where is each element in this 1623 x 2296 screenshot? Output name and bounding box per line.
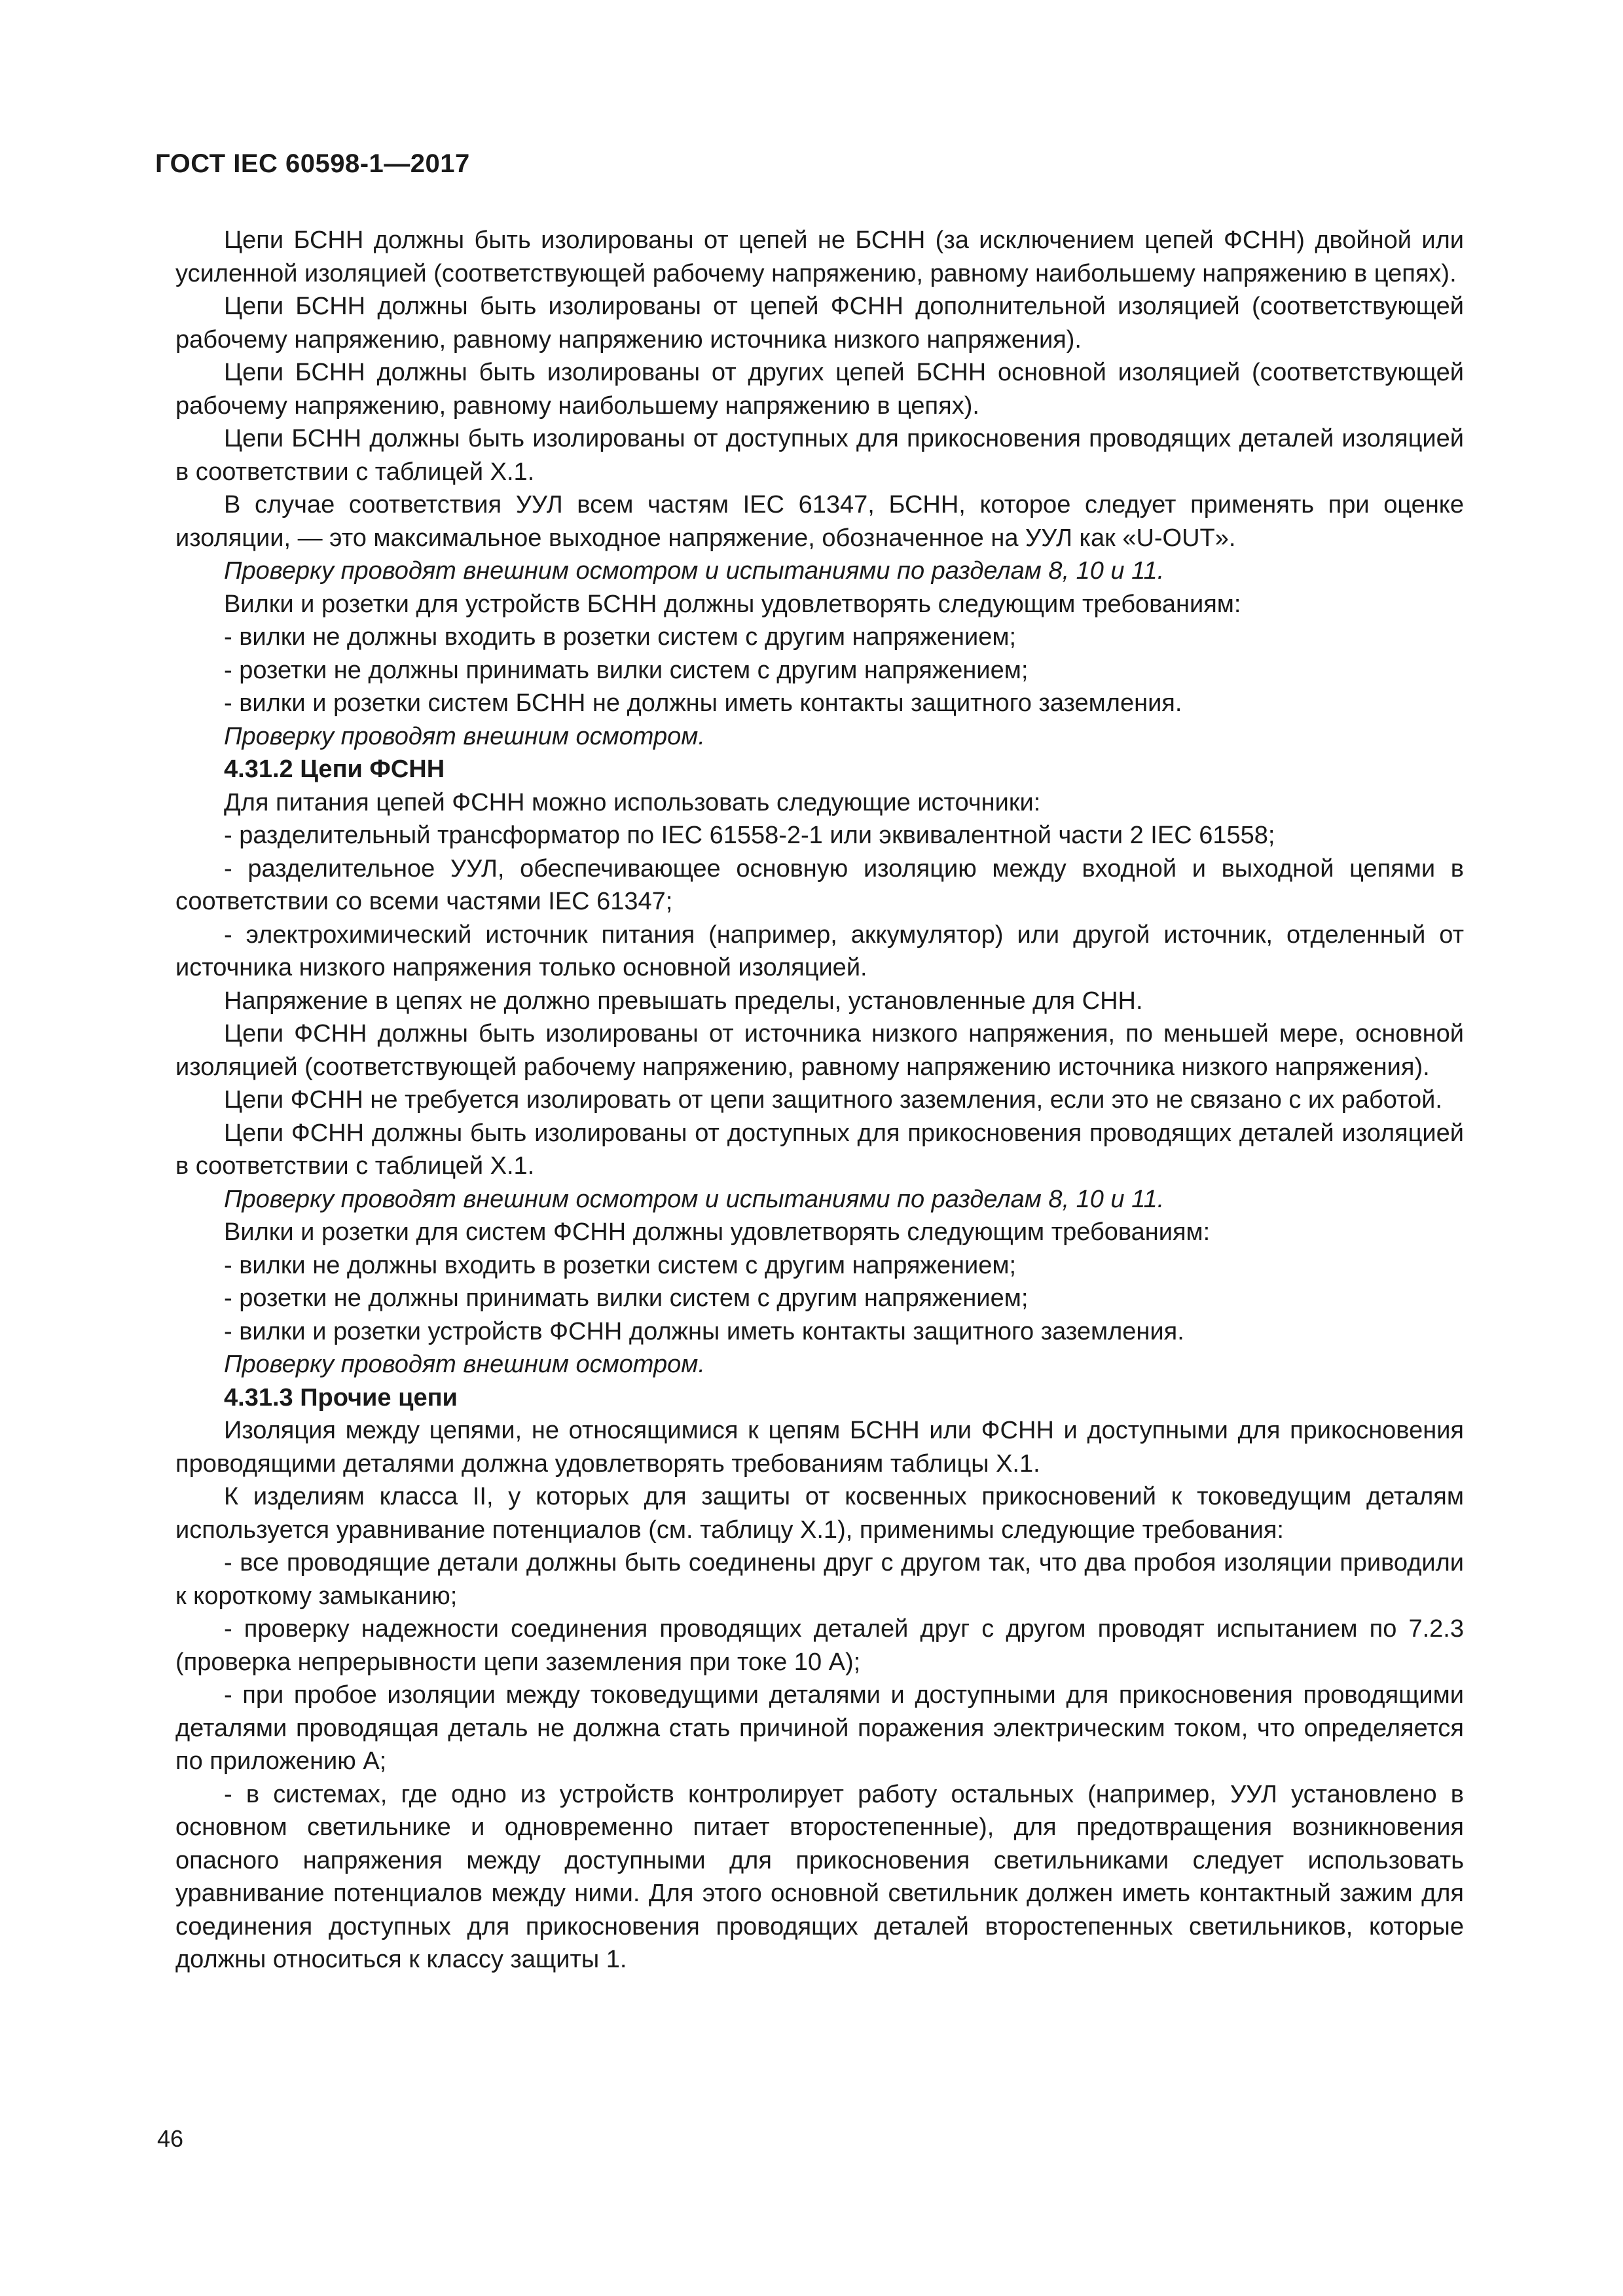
list-item: - проверку надежности соединения проводящих деталей друг с другом проводят испытанием по 7.2.3 (проверка непрерывности цепи заземления при токе 10 А); [175,1615,1464,1676]
list-item: - розетки не должны принимать вилки систем с другим напряжением; [224,1285,1029,1312]
list-item: - вилки и розетки систем БСНН не должны иметь контакты защитного заземления. [224,689,1182,717]
verification-note: Проверку проводят внешним осмотром и испытаниями по разделам 8, 10 и 11. [224,557,1165,585]
document-body [175,224,1464,1977]
paragraph: Цепи БСНН должны быть изолированы от цепей не БСНН (за исключением цепей ФСНН) двойной или усиленной изоляцией (соответствующей рабочему напряжению, равному наибольшему напряжению в цепях). [175,227,1464,287]
paragraph: Изоляция между цепями, не относящимися к цепям БСНН или ФСНН и доступными для прикосновения проводящими деталями должна удовлетворять требованиям таблицы X.1. [175,1417,1464,1478]
list-item: - разделительное УУЛ, обеспечивающее основную изоляцию между входной и выходной цепями в соответствии со всеми частями IEC 61347; [175,854,1464,915]
list-item: - при пробое изоляции между токоведущими деталями и доступными для прикосновения проводящими деталями проводящая деталь не должна стать причиной поражения электрическим током, что определяется по приложению А; [175,1681,1464,1775]
paragraph: Напряжение в цепях не должно превышать пределы, установленные для СНН. [224,987,1143,1015]
paragraph: Вилки и розетки для систем ФСНН должны удовлетворять следующим требованиям: [224,1218,1211,1246]
section-heading-4-31-3: 4.31.3 Прочие цепи [224,1383,458,1412]
verification-note: Проверку проводят внешним осмотром и испытаниями по разделам 8, 10 и 11. [224,1185,1165,1213]
paragraph: Цепи ФСНН должны быть изолированы от доступных для прикосновения проводящих деталей изоляцией в соответствии с таблицей X.1. [175,1119,1464,1180]
paragraph: Цепи БСНН должны быть изолированы от других цепей БСНН основной изоляцией (соответствующей рабочему напряжению, равному наибольшему напряжению в цепях). [175,359,1464,420]
page-number: 46 [157,2125,184,2152]
list-item: - разделительный трансформатор по IEC 61558-2-1 или эквивалентной части 2 IEC 61558; [224,822,1275,849]
list-item: - электрохимический источник питания (например, аккумулятор) или другой источник, отделенный от источника низкого напряжения только основной изоляцией. [175,920,1464,981]
paragraph: В случае соответствия УУЛ всем частям IEC 61347, БСНН, которое следует применять при оценке изоляции, — это максимальное выходное напряжение, обозначенное на УУЛ как «U-OUT». [175,491,1464,552]
paragraph: Цепи ФСНН должны быть изолированы от источника низкого напряжения, по меньшей мере, основной изоляцией (соответствующей рабочему напряжению, равному напряжению источника низкого напряжения). [175,1020,1464,1081]
verification-note: Проверку проводят внешним осмотром. [224,722,705,750]
paragraph: Цепи ФСНН не требуется изолировать от цепи защитного заземления, если это не связано с их работой. [224,1086,1442,1114]
paragraph: Вилки и розетки для устройств БСНН должны удовлетворять следующим требованиям: [224,590,1241,618]
paragraph: Цепи БСНН должны быть изолированы от цепей ФСНН дополнительной изоляцией (соответствующей рабочему напряжению, равному напряжению источника низкого напряжения). [175,293,1464,354]
list-item: - все проводящие детали должны быть соединены друг с другом так, что два пробоя изоляции приводили к короткому замыканию; [175,1549,1464,1610]
list-item: - вилки и розетки устройств ФСНН должны иметь контакты защитного заземления. [224,1317,1184,1345]
verification-note: Проверку проводят внешним осмотром. [224,1351,705,1378]
paragraph: Для питания цепей ФСНН можно использовать следующие источники: [224,788,1041,816]
paragraph: Цепи БСНН должны быть изолированы от доступных для прикосновения проводящих деталей изоляцией в соответствии с таблицей X.1. [175,425,1464,486]
paragraph: К изделиям класса II, у которых для защиты от косвенных прикосновений к токоведущим деталям используется уравнивание потенциалов (см. таблицу X.1), применимы следующие требования: [175,1483,1464,1544]
list-item: - в системах, где одно из устройств контролирует работу остальных (например, УУЛ установлено в основном светильнике и одновременно питает второстепенные), для предотвращения возникновения опасного напряжения между доступными для прикосновения светильниками следует использовать уравнивание потенциалов между ними. Для этого основной светильник должен иметь контактный зажим для соединения доступных для прикосновения проводящих деталей второстепенных светильников, которые должны относиться к классу защиты 1. [175,1780,1464,1973]
list-item: - розетки не должны принимать вилки систем с другим напряжением; [224,656,1029,684]
document-header-code: ГОСТ IEC 60598-1—2017 [155,149,470,178]
section-heading-4-31-2: 4.31.2 Цепи ФСНН [224,756,445,783]
list-item: - вилки не должны входить в розетки систем с другим напряжением; [224,1251,1017,1279]
list-item: - вилки не должны входить в розетки систем с другим напряжением; [224,623,1017,651]
